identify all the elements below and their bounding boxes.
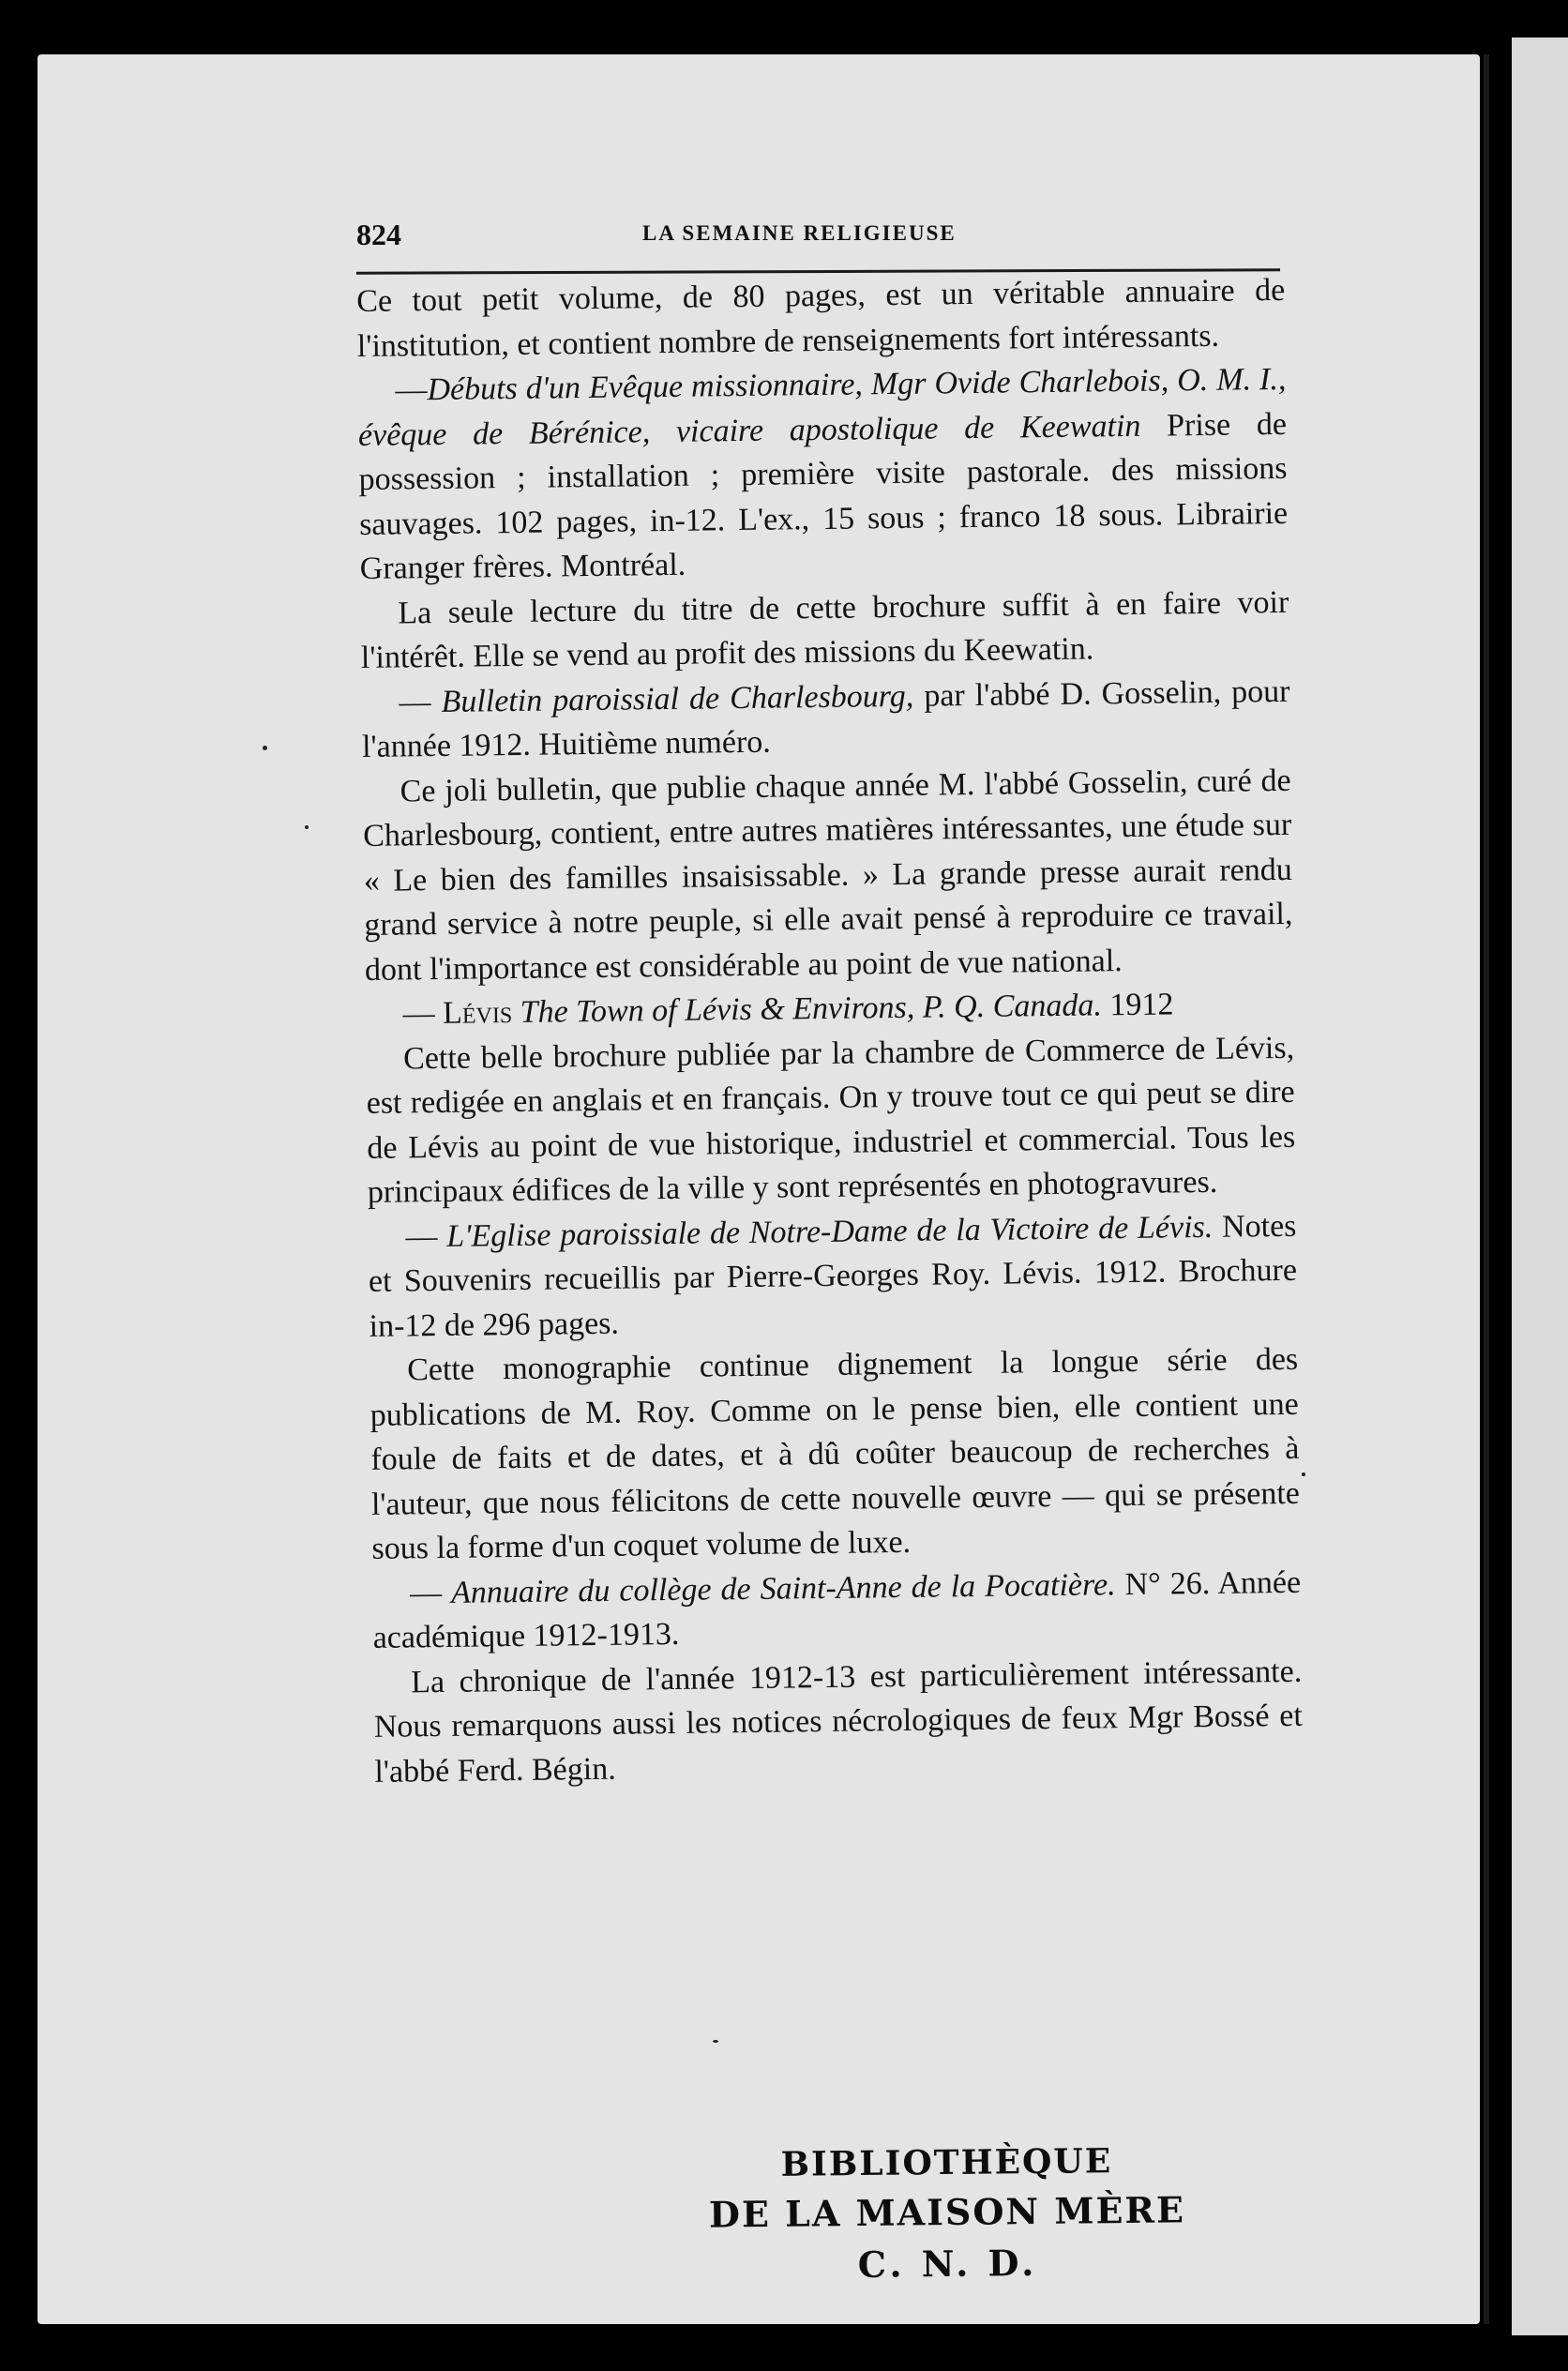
- paragraph: La seule lecture du titre de cette brochure suffit à en faire voir l'intérêt. Elle se vend au profit des missions du Keewatin.: [360, 584, 1289, 675]
- notice-title: L'Eglise paroissiale de Notre-Dame de la Victoire de Lévis.: [446, 1209, 1214, 1254]
- scan-speck: [305, 825, 309, 829]
- notice-dash: —: [409, 1575, 452, 1610]
- notice-details: Prise de possession ; installation ; première visite pastorale. des missions sauvages. 102 pages, in-12. L'ex., 15 sous ; franco 18 sous. Librairie Granger frères. Montréal.: [358, 406, 1289, 586]
- page-number: 824: [356, 218, 401, 251]
- notice-title: The Town of Lévis & Environs, P. Q. Canada.: [511, 988, 1103, 1031]
- notice-details: par l'abbé D. Gosselin, pour l'année 1912. Huitième numéro.: [361, 673, 1290, 764]
- page-gutter: [1484, 54, 1489, 2324]
- paragraph: La chronique de l'année 1912-13 est particulièrement intéressante. Nous remarquons aussi les notices nécrologiques de feux Mgr Bossé et l'abbé Ferd. Bégin.: [373, 1654, 1304, 1790]
- scan-speck: [1302, 1472, 1305, 1476]
- book-notice: [372, 1560, 1302, 1660]
- stamp-line: BIBLIOTHÈQUE: [780, 2141, 1113, 2184]
- notice-details: Notes et Souvenirs recueillis par Pierre-Georges Roy. Lévis. 1912. Brochure in-12 de 296 pages.: [368, 1208, 1298, 1344]
- notice-details: N° 26. Année académique 1912-1913.: [372, 1564, 1302, 1655]
- notice-title: Annuaire du collège de Saint-Anne de la Pocatière.: [450, 1566, 1116, 1610]
- book-notice: [361, 669, 1290, 769]
- notice-dash: —: [399, 684, 442, 719]
- scan-speck: [713, 2040, 718, 2043]
- page-header: [356, 218, 1280, 255]
- paragraph: Ce tout petit volume, de 80 pages, est un véritable annuaire de l'institution, et contient nombre de renseignements fort intéressants.: [356, 272, 1286, 364]
- book-notice: [357, 357, 1289, 592]
- paragraph: Cette belle brochure publiée par la chambre de Commerce de Lévis, est redigée en anglais et en français. On y trouve tout ce qui peut se dire de Lévis au point de vue historique, industriel et commercial. Tous les principaux édifices de la ville y sont représentés en photogravures.: [366, 1030, 1296, 1210]
- paragraph: Ce joli bulletin, que publie chaque année M. l'abbé Gosselin, curé de Charlesbourg, contient, entre autres matières intéressantes, une étude sur « Le bien des familles insaisissable. » La grande presse aurait rendu grand service à notre peuple, si elle avait pensé à reproduire ce travail, dont l'importance est considérable au point de vue national.: [363, 763, 1293, 988]
- notice-title: Bulletin paroissial de Charlesbourg,: [441, 678, 914, 719]
- running-head: LA SEMAINE RELIGIEUSE: [642, 221, 957, 245]
- paragraph: Cette monographie continue dignement la longue série des publications de M. Roy. Comme on le pense bien, elle contient une foule de faits et de dates, et à dû coûter beaucoup de recherches à l'auteur, que nous félicitons de cette nouvelle œuvre — qui se présente sous la forme d'un coquet volume de luxe.: [369, 1341, 1301, 1566]
- notice-place: Lévis: [442, 995, 513, 1031]
- stamp-line: DE LA MAISON MÈRE: [708, 2188, 1186, 2236]
- scan-speck: [263, 746, 267, 750]
- notice-dash: —: [395, 372, 428, 408]
- book-notice: [368, 1203, 1298, 1349]
- notice-title: Débuts d'un Evêque missionnaire, Mgr Ovide Charlebois, O. M. I., évêque de Bérénice, vicaire apostolique de Keewatin: [357, 361, 1287, 453]
- library-stamp: [656, 2136, 1239, 2293]
- notice-details: 1912: [1101, 987, 1174, 1023]
- notice-dash: —: [402, 995, 444, 1032]
- page-body: [356, 268, 1304, 1794]
- adjacent-page-edge: [1512, 38, 1568, 2335]
- notice-dash: —: [405, 1218, 447, 1254]
- stamp-line: C. N. D.: [857, 2241, 1038, 2286]
